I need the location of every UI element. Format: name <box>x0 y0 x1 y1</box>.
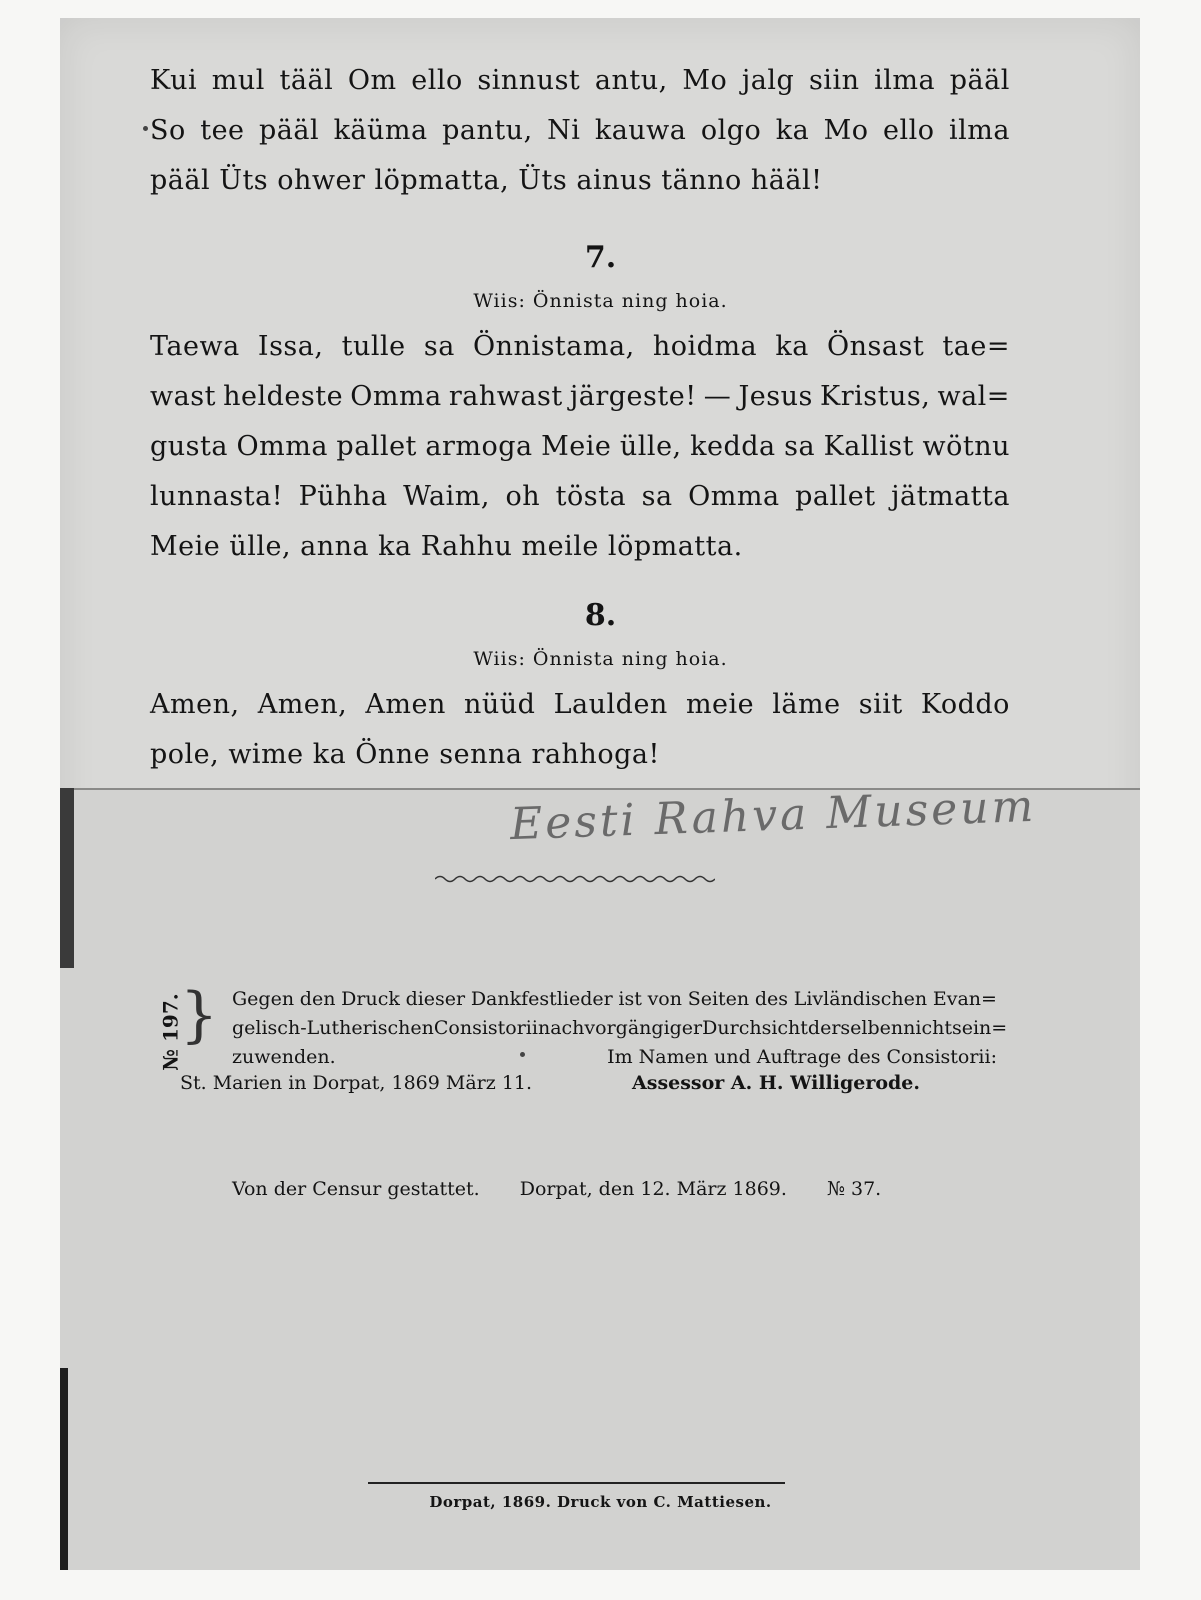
approval-line-row <box>232 1043 997 1072</box>
museum-signature-stamp: Eesti Rahva Museum <box>509 780 1038 851</box>
censor-place-date: Dorpat, den 12. März 1869. <box>519 1178 787 1200</box>
printer-imprint: Dorpat, 1869. Druck von C. Mattiesen. <box>429 1493 772 1511</box>
approval-signature-row <box>180 1072 940 1094</box>
assessor-signature: Assessor A. H. Willigerode. <box>632 1072 920 1094</box>
verse-line: lunnasta! Pühha Waim, oh tösta sa Omma pallet jätmatta <box>150 481 1010 512</box>
approval-line: zuwenden. <box>232 1046 336 1068</box>
fold-shadow <box>60 788 74 968</box>
speck <box>143 126 148 131</box>
verse-line: So tee pääl käüma pantu, Ni kauwa olgo ka Mo ello ilma <box>150 115 1010 146</box>
verse-line: wast heldeste Omma rahwast järgeste! — Jesus Kristus, wal= <box>150 381 1010 412</box>
verse-line: Taewa Issa, tulle sa Önnistama, hoidma ka Önsast tae= <box>150 331 1010 362</box>
left-edge-shadow <box>60 1368 68 1570</box>
hymn-8-text <box>150 680 1010 780</box>
tune-heading: Wiis: Önnista ning hoia. <box>473 290 728 312</box>
approval-line: Gegen den Druck dieser Dankfestlieder ist von Seiten des Livländischen Evan= <box>232 988 997 1010</box>
hymn-number: 7. <box>584 240 617 275</box>
approval-line: Im Namen und Auftrage des Consistorii: <box>607 1046 997 1068</box>
censor-approved: Von der Censur gestattet. <box>232 1178 480 1200</box>
verse-line: Meie ülle, anna ka Rahhu meile löpmatta. <box>150 531 743 562</box>
hymn-7-text <box>150 322 1010 572</box>
previous-stanza <box>150 56 1010 206</box>
verse-line: Amen, Amen, Amen nüüd Laulden meie läme siit Koddo <box>150 689 1010 720</box>
wavy-divider <box>435 872 715 886</box>
censor-line <box>232 1178 915 1200</box>
tune-heading: Wiis: Önnista ning hoia. <box>473 648 728 670</box>
consistory-approval <box>232 985 1008 1072</box>
verse-line: Kui mul tääl Om ello sinnust antu, Mo jalg siin ilma pääl <box>150 65 1010 96</box>
verse-line: pole, wime ka Önne senna rahhoga! <box>150 739 660 770</box>
speck <box>520 1052 525 1057</box>
brace-glyph: } <box>180 980 219 1050</box>
censor-number: № 37. <box>826 1178 882 1200</box>
approval-place-date: St. Marien in Dorpat, 1869 März 11. <box>180 1072 533 1094</box>
approval-line: gelisch-Lutherischen Consistorii nach vorgängiger Durchsicht derselben nichts ein= <box>232 1017 1008 1039</box>
verse-line: gusta Omma pallet armoga Meie ülle, kedda sa Kallist wötnu <box>150 431 1010 462</box>
register-number-text: № 197. <box>158 993 183 1071</box>
hymn-number: 8. <box>584 598 617 633</box>
verse-line: pääl Üts ohwer löpmatta, Üts ainus tänno hääl! <box>150 165 823 196</box>
imprint-rule <box>368 1482 785 1484</box>
